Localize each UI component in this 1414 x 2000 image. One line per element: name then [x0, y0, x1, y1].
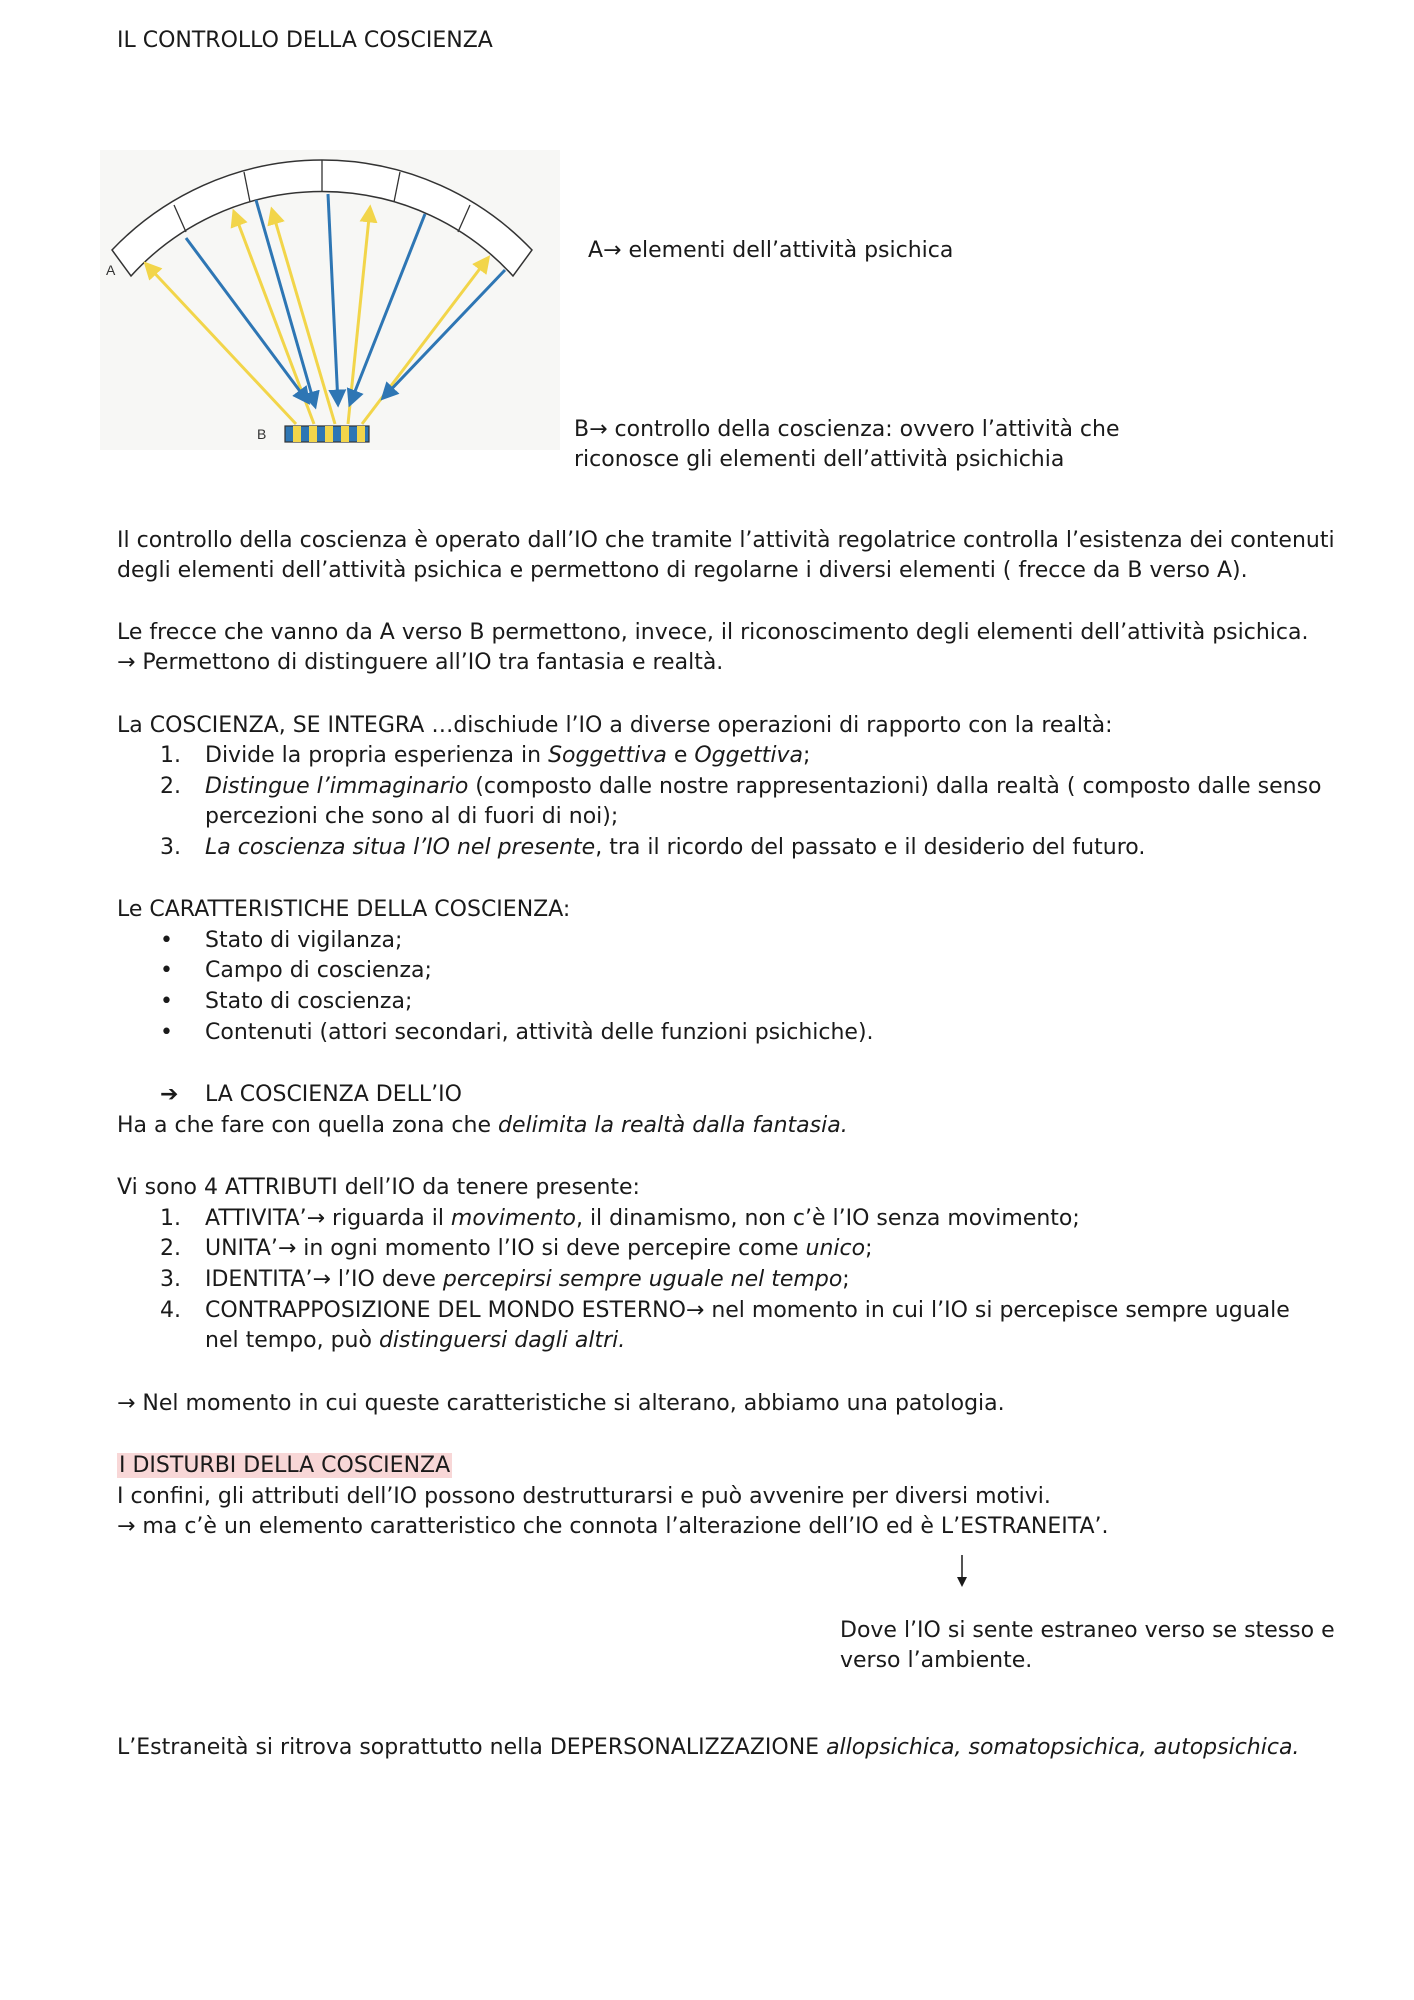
disturbi-line1: I confini, gli attributi dell’IO possono destrutturarsi e può avvenire per diversi motivi.: [117, 1484, 1051, 1509]
disturbi-note-line2: verso l’ambiente.: [840, 1648, 1033, 1673]
para1-line2: degli elementi dell’attività psichica e permettono di regolarne i diversi elementi ( frecce da B verso A).: [117, 558, 1248, 583]
bar-b: [285, 426, 369, 442]
integra-intro: La COSCIENZA, SE INTEGRA …dischiude l’IO a diverse operazioni di rapporto con la realtà:: [117, 713, 1113, 738]
bullet: •: [160, 1020, 173, 1045]
bullet: •: [160, 958, 173, 983]
integra-num-1: 1.: [160, 743, 181, 768]
attributi-item-4-cont: nel tempo, può distinguersi dagli altri.: [205, 1328, 626, 1353]
arrow-right-icon: ➔: [160, 1082, 179, 1107]
caratteristiche-item: Stato di coscienza;: [205, 989, 413, 1014]
integra-item-3: La coscienza situa l’IO nel presente, tra il ricordo del passato e il desiderio del futuro.: [205, 835, 1146, 860]
legend-a: A→ elementi dell’attività psichica: [588, 238, 954, 263]
integra-item-2-cont: percezioni che sono al di fuori di noi);: [205, 804, 619, 829]
estraneita-line: L’Estraneità si ritrova soprattutto nella DEPERSONALIZZAZIONE allopsichica, somatopsichica, autopsichica.: [117, 1735, 1300, 1760]
attributi-num-2: 2.: [160, 1236, 181, 1261]
legend-b-line2: riconosce gli elementi dell’attività psichichia: [574, 447, 1065, 472]
attributi-item-1: ATTIVITA’→ riguarda il movimento, il dinamismo, non c’è l’IO senza movimento;: [205, 1206, 1080, 1231]
coscienza-io-heading: LA COSCIENZA DELL’IO: [205, 1082, 462, 1107]
coscienza-io-line: Ha a che fare con quella zona che delimita la realtà dalla fantasia.: [117, 1113, 848, 1138]
bullet: •: [160, 989, 173, 1014]
attributi-item-2: UNITA’→ in ogni momento l’IO si deve percepire come unico;: [205, 1236, 873, 1261]
integra-num-2: 2.: [160, 774, 181, 799]
disturbi-heading: I DISTURBI DELLA COSCIENZA: [119, 1453, 451, 1478]
patologia-note: → Nel momento in cui queste caratteristiche si alterano, abbiamo una patologia.: [117, 1391, 1005, 1416]
legend-b-line1: B→ controllo della coscienza: ovvero l’attività che: [574, 417, 1120, 442]
page-title: IL CONTROLLO DELLA COSCIENZA: [117, 28, 493, 53]
arrow-down-icon: [955, 1555, 969, 1589]
para1-line1: Il controllo della coscienza è operato dall’IO che tramite l’attività regolatrice controlla l’esistenza dei contenuti: [117, 528, 1335, 553]
attributi-num-4: 4.: [160, 1298, 181, 1323]
disturbi-note-line1: Dove l’IO si sente estraneo verso se stesso e: [840, 1618, 1335, 1643]
caratteristiche-intro: Le CARATTERISTICHE DELLA COSCIENZA:: [117, 897, 571, 922]
integra-item-1: Divide la propria esperienza in Soggettiva e Oggettiva;: [205, 743, 811, 768]
diagram-label-b: B: [257, 426, 267, 442]
para2-line1: Le frecce che vanno da A verso B permettono, invece, il riconoscimento degli elementi dell’attività psichica.: [117, 620, 1309, 645]
attributi-intro: Vi sono 4 ATTRIBUTI dell’IO da tenere presente:: [117, 1175, 640, 1200]
integra-num-3: 3.: [160, 835, 181, 860]
attributi-item-4: CONTRAPPOSIZIONE DEL MONDO ESTERNO→ nel momento in cui l’IO si percepisce sempre uguale: [205, 1298, 1290, 1323]
attributi-num-1: 1.: [160, 1206, 181, 1231]
caratteristiche-item: Campo di coscienza;: [205, 958, 432, 983]
diagram-label-a: A: [106, 262, 116, 278]
disturbi-line2: → ma c’è un elemento caratteristico che connota l’alterazione dell’IO ed è L’ESTRANEITA’.: [117, 1514, 1109, 1539]
integra-item-2: Distingue l’immaginario (composto dalle nostre rappresentazioni) dalla realtà ( composto dalle senso: [205, 774, 1322, 799]
attributi-num-3: 3.: [160, 1267, 181, 1292]
para2-line2: → Permettono di distinguere all’IO tra fantasia e realtà.: [117, 650, 724, 675]
caratteristiche-item: Contenuti (attori secondari, attività delle funzioni psichiche).: [205, 1020, 874, 1045]
attributi-item-3: IDENTITA’→ l’IO deve percepirsi sempre uguale nel tempo;: [205, 1267, 850, 1292]
bullet: •: [160, 928, 173, 953]
caratteristiche-item: Stato di vigilanza;: [205, 928, 403, 953]
coscienza-diagram: [100, 150, 560, 450]
